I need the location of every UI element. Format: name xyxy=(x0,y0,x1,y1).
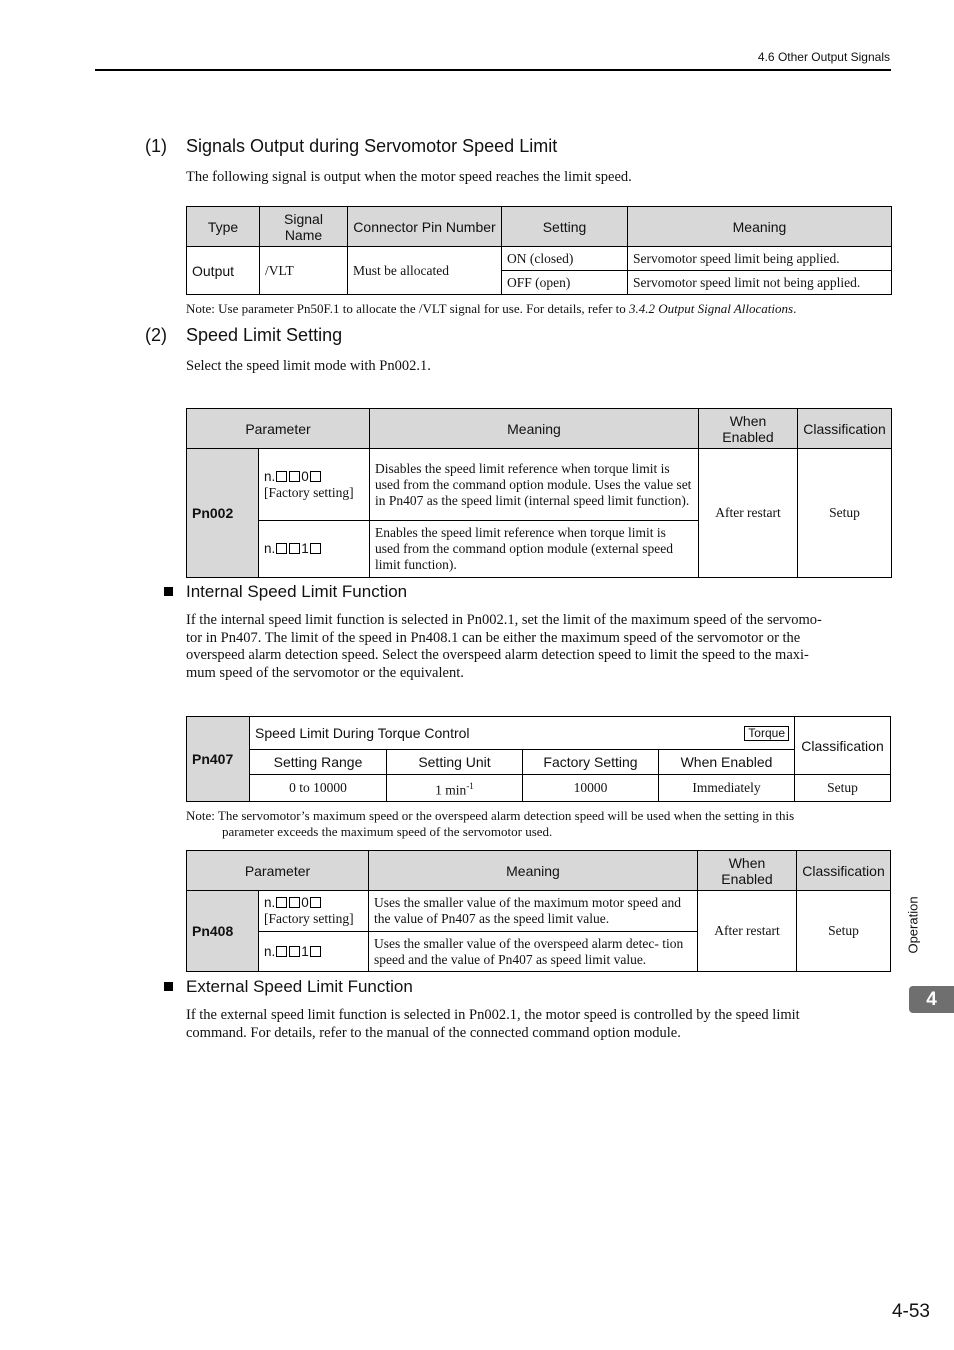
placeholder-box-icon xyxy=(276,471,287,482)
text-line: tor in Pn407. The limit of the speed in Pn408.1 can be either the maximum speed of the servomotor or the xyxy=(186,629,801,646)
heading-text: External Speed Limit Function xyxy=(186,977,413,996)
setting-range-value: 0 to 10000 xyxy=(250,775,387,802)
col-header-meaning: Meaning xyxy=(369,851,698,891)
text-line: If the internal speed limit function is selected in Pn002.1, set the limit of the maximum speed of the servomo- xyxy=(186,612,822,628)
section-1-heading xyxy=(145,136,557,157)
placeholder-box-icon xyxy=(289,946,300,957)
code-digit: 0 xyxy=(301,468,309,484)
note-line: parameter exceeds the maximum speed of the servomotor used. xyxy=(222,824,553,839)
section-2-title: Speed Limit Setting xyxy=(186,325,343,345)
text-line: overspeed alarm detection speed. Select the overspeed alarm detection speed to limit the speed to the maxi- xyxy=(186,647,809,663)
when-enabled-cell: After restart xyxy=(698,891,797,972)
section-1-intro: The following signal is output when the motor speed reaches the limit speed. xyxy=(186,169,632,185)
section-2-intro: Select the speed limit mode with Pn002.1. xyxy=(186,358,431,374)
col-header-classification: Classification xyxy=(798,409,892,449)
col-header-parameter: Parameter xyxy=(187,409,370,449)
pn407-note xyxy=(186,808,794,840)
factory-setting-note: [Factory setting] xyxy=(264,911,354,926)
classification-label: Classification xyxy=(795,717,891,775)
col-header-parameter: Parameter xyxy=(187,851,369,891)
section-1-title: Signals Output during Servomotor Speed Limit xyxy=(186,136,558,156)
code-prefix: n. xyxy=(264,895,276,910)
code-cell-0 xyxy=(259,891,369,932)
section-1-note xyxy=(186,301,796,317)
placeholder-box-icon xyxy=(276,543,287,554)
placeholder-box-icon xyxy=(276,897,287,908)
factory-setting-header: Factory Setting xyxy=(523,750,659,775)
chapter-tab: 4 xyxy=(909,986,954,1013)
col-header-setting: Setting xyxy=(502,207,628,247)
when-enabled-header: When Enabled xyxy=(659,750,795,775)
pn407-title: Speed Limit During Torque Control xyxy=(255,725,470,741)
col-header-classification: Classification xyxy=(797,851,891,891)
classification-cell: Setup xyxy=(797,891,891,972)
side-label: Operation xyxy=(905,896,921,954)
code-cell-1 xyxy=(259,521,370,578)
factory-setting-note: [Factory setting] xyxy=(264,484,354,500)
code-prefix: n. xyxy=(264,541,276,556)
unit-exponent: -1 xyxy=(466,780,474,791)
torque-tag: Torque xyxy=(744,726,789,741)
cell-setting-on: ON (closed) xyxy=(502,247,628,271)
code-digit: 0 xyxy=(301,895,309,910)
meaning-cell-1: Enables the speed limit reference when torque limit is used from the command option module (external speed limit function). xyxy=(370,521,699,578)
setting-range-header: Setting Range xyxy=(250,750,387,775)
cell-pin-number: Must be allocated xyxy=(348,247,502,295)
meaning-cell-0: Uses the smaller value of the maximum motor speed and the value of Pn407 as the speed limit value. xyxy=(369,891,698,932)
param-pn408: Pn408 xyxy=(187,891,259,972)
cell-type: Output xyxy=(187,247,260,295)
cell-meaning-off: Servomotor speed limit not being applied. xyxy=(628,271,892,295)
note-reference-link[interactable]: 3.4.2 Output Signal Allocations xyxy=(629,301,794,316)
pn407-title-cell xyxy=(250,717,795,750)
unit-text: 1 min xyxy=(435,782,467,798)
cell-signal-name: /VLT xyxy=(260,247,348,295)
cell-meaning-on: Servomotor speed limit being applied. xyxy=(628,247,892,271)
pn002-table xyxy=(186,408,892,578)
col-header-type: Type xyxy=(187,207,260,247)
classification-cell: Setup xyxy=(798,449,892,578)
param-pn407: Pn407 xyxy=(187,717,250,802)
col-header-meaning: Meaning xyxy=(628,207,892,247)
text-line: command. For details, refer to the manual of the connected command option module. xyxy=(186,1024,681,1041)
col-header-pin-number: Connector Pin Number xyxy=(348,207,502,247)
internal-speed-limit-text xyxy=(186,612,822,682)
col-header-when-enabled: When Enabled xyxy=(699,409,798,449)
section-1-number: (1) xyxy=(145,136,167,156)
side-label-wrap xyxy=(893,890,933,960)
param-pn002: Pn002 xyxy=(187,449,259,578)
classification-value: Setup xyxy=(795,775,891,802)
placeholder-box-icon xyxy=(289,897,300,908)
text-line: If the external speed limit function is selected in Pn002.1, the motor speed is controlled by the speed limit xyxy=(186,1007,800,1023)
internal-speed-limit-heading xyxy=(164,582,407,602)
placeholder-box-icon xyxy=(310,897,321,908)
placeholder-box-icon xyxy=(310,543,321,554)
col-header-meaning: Meaning xyxy=(370,409,699,449)
factory-setting-value: 10000 xyxy=(523,775,659,802)
cell-setting-off: OFF (open) xyxy=(502,271,628,295)
external-speed-limit-heading xyxy=(164,977,413,997)
text-line: mum speed of the servomotor or the equivalent. xyxy=(186,664,464,681)
section-2-heading xyxy=(145,325,342,346)
when-enabled-value: Immediately xyxy=(659,775,795,802)
pn408-table xyxy=(186,850,891,972)
col-header-signal-name: Signal Name xyxy=(260,207,348,247)
meaning-cell-0: Disables the speed limit reference when torque limit is used from the command option module. Uses the value set in Pn407 as the speed limit (internal speed limit function). xyxy=(370,449,699,521)
code-cell-0 xyxy=(259,449,370,521)
external-speed-limit-text xyxy=(186,1007,800,1042)
placeholder-box-icon xyxy=(310,946,321,957)
code-cell-1 xyxy=(259,932,369,972)
placeholder-box-icon xyxy=(289,471,300,482)
section-2-number: (2) xyxy=(145,325,167,345)
placeholder-box-icon xyxy=(289,543,300,554)
meaning-cell-1: Uses the smaller value of the overspeed alarm detec- tion speed and the value of Pn407 as speed limit value. xyxy=(369,932,698,972)
code-digit: 1 xyxy=(301,943,309,959)
heading-text: Internal Speed Limit Function xyxy=(186,582,408,601)
running-head: 4.6 Other Output Signals xyxy=(757,50,890,64)
when-enabled-cell: After restart xyxy=(699,449,798,578)
placeholder-box-icon xyxy=(276,946,287,957)
setting-unit-header: Setting Unit xyxy=(387,750,523,775)
square-bullet-icon xyxy=(164,982,173,991)
code-prefix: n. xyxy=(264,468,276,484)
code-digit: 1 xyxy=(301,541,309,556)
note-text: Note: Use parameter Pn50F.1 to allocate the /VLT signal for use. For details, refer to xyxy=(186,301,630,316)
placeholder-box-icon xyxy=(310,471,321,482)
page-number: 4-53 xyxy=(891,1301,930,1322)
vlt-signal-table xyxy=(186,206,892,295)
note-suffix: . xyxy=(793,301,797,316)
square-bullet-icon xyxy=(164,587,173,596)
setting-unit-value xyxy=(387,775,523,802)
note-line: Note: The servomotor’s maximum speed or the overspeed alarm detection speed will be used when the setting in this xyxy=(186,808,795,823)
code-prefix: n. xyxy=(264,943,276,959)
header-rule xyxy=(95,69,891,71)
pn407-table xyxy=(186,716,891,802)
col-header-when-enabled: When Enabled xyxy=(698,851,797,891)
